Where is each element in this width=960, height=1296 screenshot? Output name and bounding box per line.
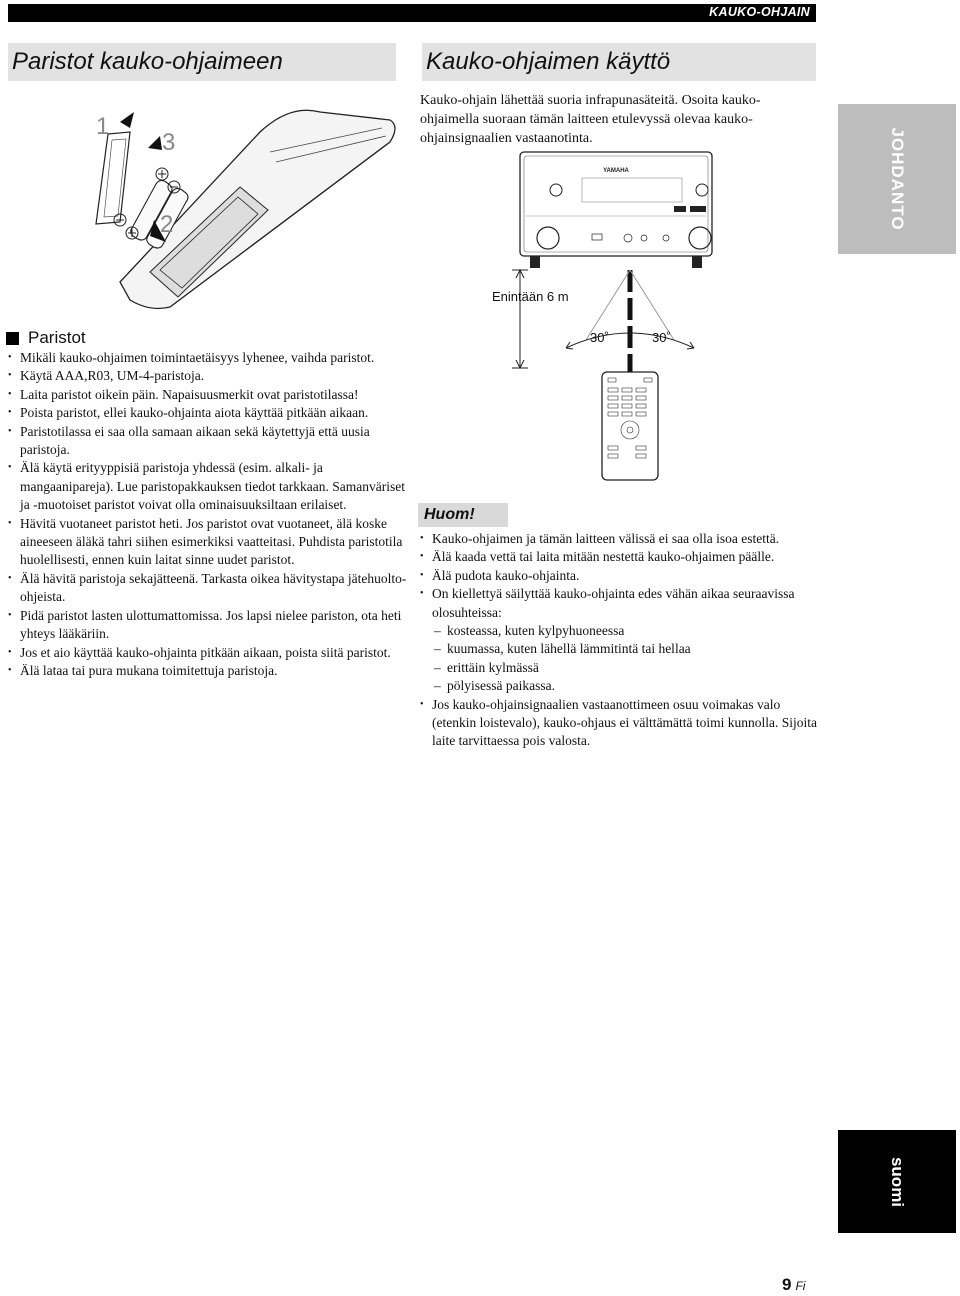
language-tab xyxy=(838,1130,956,1233)
side-tab xyxy=(838,104,956,254)
list-item: • Laita paristot oikein päin. Napaisuusmerkit ovat paristotilassa! xyxy=(8,386,408,404)
note-bullets xyxy=(420,530,820,751)
note-label: Huom! xyxy=(418,503,508,527)
step-2-number: 2 xyxy=(160,211,174,238)
list-item: • Hävitä vuotaneet paristot heti. Jos paristot ovat vuotaneet, älä koske aineeseen äläkä tahri siihen esimerkiksi vaatteitasi. Puhdista paristotila huolellisesti, ennen kuin laitat sinne uudet paristot. xyxy=(8,515,408,570)
right-section-title: Kauko-ohjaimen käyttö xyxy=(422,43,816,81)
conditions-intro: On kiellettyä säilyttää kauko-ohjainta edes vähän aikaa seuraavissa olosuhteissa: xyxy=(432,586,795,620)
angle-right-label: 30˚ xyxy=(652,330,671,345)
list-item: • Pidä paristot lasten ulottumattomissa. Jos lapsi nielee pariston, ota heti yhteys lääkäriin. xyxy=(8,607,408,644)
device-brand: YAMAHA xyxy=(603,168,629,174)
condition-item: – pölyisessä paikassa. xyxy=(432,677,820,695)
list-item: • Paristotilassa ei saa olla samaan aikaan sekä käytettyjä että uusia paristoja. xyxy=(8,423,408,460)
list-item: • Mikäli kauko-ohjaimen toimintaetäisyys lyhenee, vaihda paristot. xyxy=(8,349,408,367)
section-marker-square xyxy=(6,332,19,345)
condition-item: – erittäin kylmässä xyxy=(432,659,820,677)
condition-item: – kosteassa, kuten kylpyhuoneessa xyxy=(432,622,820,640)
remote-range-figure xyxy=(486,150,732,490)
page-language-code: Fi xyxy=(795,1279,806,1293)
distance-label: Enintään 6 m xyxy=(492,289,569,304)
battery-insertion-figure xyxy=(90,92,410,312)
page-number xyxy=(782,1275,805,1295)
conditions-list xyxy=(432,622,820,696)
left-section-title: Paristot kauko-ohjaimeen xyxy=(8,43,396,81)
intro-paragraph: Kauko-ohjain lähettää suoria infrapunasäteitä. Osoita kauko-ohjaimella suoraan tämän laitteen etulevyssä olevaa kauko-ohjainsignaalien vastaanotinta. xyxy=(420,93,761,146)
battery-bullets xyxy=(8,349,408,680)
list-item: • Jos et aio käyttää kauko-ohjainta pitkään aikaan, poista siitä paristot. xyxy=(8,644,408,662)
list-item: • Älä hävitä paristoja sekajätteenä. Tarkasta oikea hävitystapa jätehuolto-ohjeista. xyxy=(8,570,408,607)
header-bar xyxy=(8,4,816,22)
list-item: • Älä kaada vettä tai laita mitään nestettä kauko-ohjaimen päälle. xyxy=(420,548,820,566)
list-item: • Käytä AAA,R03, UM-4-paristoja. xyxy=(8,367,408,385)
side-tab-label: JOHDANTO xyxy=(888,127,907,231)
list-item: • Jos kauko-ohjainsignaalien vastaanottimeen osuu voimakas valo (etenkin loistevalo), kauko-ohjaus ei välttämättä toimi kunnolla. Sijoita laite tarvittaessa pois valosta. xyxy=(420,696,820,751)
list-item: • Älä lataa tai pura mukana toimitettuja paristoja. xyxy=(8,662,408,680)
list-item: • Kauko-ohjaimen ja tämän laitteen välissä ei saa olla isoa estettä. xyxy=(420,530,820,548)
language-tab-label: suomi xyxy=(888,1156,907,1207)
header-label: KAUKO-OHJAIN xyxy=(709,5,810,19)
step-3-number: 3 xyxy=(162,129,176,156)
list-item: • Poista paristot, ellei kauko-ohjainta aiota käyttää pitkään aikaan. xyxy=(8,404,408,422)
page-number-value: 9 xyxy=(782,1275,792,1294)
list-item: • Älä käytä erityyppisiä paristoja yhdessä (esim. alkali- ja mangaanipareja). Lue paristopakkauksen tiedot tarkkaan. Samanväriset ja -muotoiset paristot voivat olla ominaisuuksiltaan erilaiset. xyxy=(8,459,408,514)
step-1-number: 1 xyxy=(96,113,110,140)
list-item: • Älä pudota kauko-ohjainta. xyxy=(420,567,820,585)
subsection-title-text: Paristot xyxy=(28,328,86,347)
condition-item: – kuumassa, kuten lähellä lämmitintä tai hellaa xyxy=(432,640,820,658)
angle-left-label: 30˚ xyxy=(590,330,609,345)
list-item xyxy=(420,585,820,695)
subsection-title xyxy=(6,328,86,348)
